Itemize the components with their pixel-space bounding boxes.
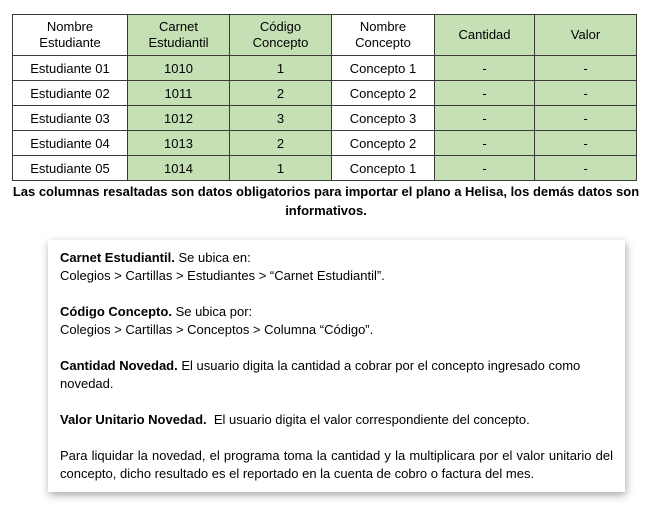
valor-section — [60, 411, 613, 429]
cantidad-title: Cantidad Novedad. — [60, 358, 178, 373]
carnet-path: Colegios > Cartillas > Estudiantes > “Carnet Estudiantil”. — [60, 268, 385, 283]
table-row — [13, 156, 637, 181]
valor-title: Valor Unitario Novedad. — [60, 412, 207, 427]
table-row — [13, 131, 637, 156]
cell-codigo: 3 — [230, 106, 332, 131]
data-table — [12, 14, 637, 181]
cell-nombre-estudiante: Estudiante 02 — [13, 81, 128, 106]
table-row — [13, 56, 637, 81]
cell-nombre-concepto: Concepto 2 — [332, 131, 435, 156]
cantidad-text: El usuario digita la cantidad a cobrar por el concepto ingresado como novedad. — [60, 358, 581, 391]
carnet-text: Se ubica en: — [178, 250, 251, 265]
cell-nombre-estudiante: Estudiante 03 — [13, 106, 128, 131]
header-nombre-estudiante: Nombre Estudiante — [13, 15, 128, 56]
cell-carnet: 1013 — [128, 131, 230, 156]
cell-carnet: 1010 — [128, 56, 230, 81]
valor-text: El usuario digita el valor correspondiente del concepto. — [213, 412, 530, 427]
cell-nombre-estudiante: Estudiante 04 — [13, 131, 128, 156]
cell-nombre-concepto: Concepto 3 — [332, 106, 435, 131]
table-header-row — [13, 15, 637, 56]
cell-nombre-concepto: Concepto 2 — [332, 81, 435, 106]
header-nombre-concepto: Nombre Concepto — [332, 15, 435, 56]
cell-carnet: 1011 — [128, 81, 230, 106]
cell-valor: - — [535, 156, 637, 181]
cell-nombre-concepto: Concepto 1 — [332, 156, 435, 181]
table-row — [13, 81, 637, 106]
cell-nombre-concepto: Concepto 1 — [332, 56, 435, 81]
cell-codigo: 2 — [230, 81, 332, 106]
cell-codigo: 2 — [230, 131, 332, 156]
carnet-section — [60, 249, 613, 285]
codigo-title: Código Concepto. — [60, 304, 172, 319]
header-valor: Valor — [535, 15, 637, 56]
codigo-path: Colegios > Cartillas > Conceptos > Columna “Código”. — [60, 322, 374, 337]
header-codigo-concepto: Código Concepto — [230, 15, 332, 56]
table-row — [13, 106, 637, 131]
cell-carnet: 1014 — [128, 156, 230, 181]
cell-valor: - — [535, 131, 637, 156]
cell-cantidad: - — [435, 156, 535, 181]
cell-cantidad: - — [435, 106, 535, 131]
cell-cantidad: - — [435, 56, 535, 81]
codigo-text: Se ubica por: — [175, 304, 253, 319]
cell-cantidad: - — [435, 131, 535, 156]
header-carnet-estudiantil: Carnet Estudiantil — [128, 15, 230, 56]
header-cantidad: Cantidad — [435, 15, 535, 56]
cell-nombre-estudiante: Estudiante 05 — [13, 156, 128, 181]
carnet-title: Carnet Estudiantil. — [60, 250, 175, 265]
info-card — [48, 240, 625, 492]
cell-codigo: 1 — [230, 56, 332, 81]
cell-codigo: 1 — [230, 156, 332, 181]
cell-cantidad: - — [435, 81, 535, 106]
final-paragraph: Para liquidar la novedad, el programa toma la cantidad y la multiplicara por el valor unitario del concepto, dicho resultado es el reportado en la cuenta de cobro o factura del mes. — [60, 448, 613, 481]
cell-nombre-estudiante: Estudiante 01 — [13, 56, 128, 81]
cell-valor: - — [535, 56, 637, 81]
cell-carnet: 1012 — [128, 106, 230, 131]
codigo-section — [60, 303, 613, 339]
mandatory-columns-note: Las columnas resaltadas son datos obligatorios para importar el plano a Helisa, los demás datos son informativos. — [12, 184, 640, 218]
cantidad-section — [60, 357, 613, 393]
cell-valor: - — [535, 106, 637, 131]
cell-valor: - — [535, 81, 637, 106]
